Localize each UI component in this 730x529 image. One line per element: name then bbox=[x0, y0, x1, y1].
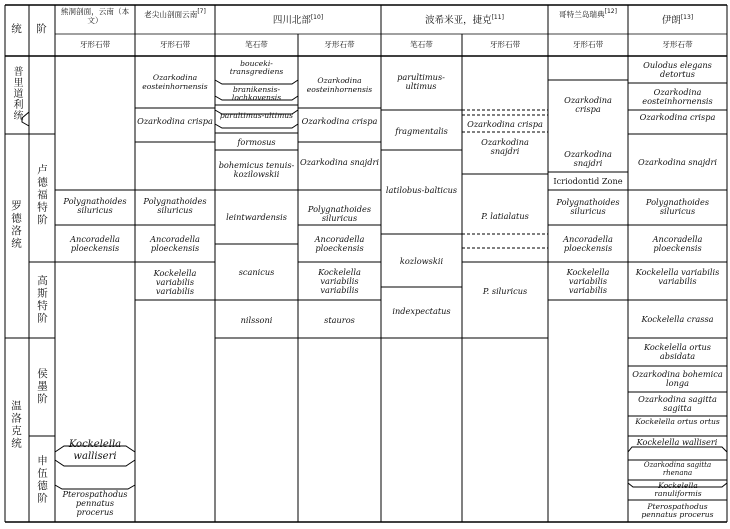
c8-oulodus: Oulodus elegans detortus bbox=[643, 60, 712, 79]
c3-nilssoni: nilssoni bbox=[240, 315, 273, 325]
c2-kockelella-variabilis: Kockelella variabilis variabilis bbox=[153, 268, 197, 296]
c8-ranuliformis: Kockelella ranuliformis bbox=[654, 481, 702, 499]
c3-bouceki: bouceki-transgrediens bbox=[229, 59, 284, 77]
c8-crispa: Ozarkodina crispa bbox=[639, 112, 716, 122]
c8-sagitta-rhenana: Ozarkodina sagitta rhenana bbox=[643, 461, 712, 477]
c7-kockelella-variabilis: Kockelella variabilis variabilis bbox=[566, 267, 610, 295]
c7-snajdri: Ozarkodina snajdri bbox=[564, 149, 612, 168]
series-pridoli: 普里道利统 bbox=[11, 65, 22, 121]
header-col4-title: 波希米亚，捷克 bbox=[425, 15, 492, 26]
c5-parultimus: parultimus-ultimus bbox=[397, 72, 445, 91]
header-col2-ref: [7] bbox=[197, 8, 206, 15]
c4-stauros: stauros bbox=[324, 315, 355, 325]
c7-icriodontid: Icriodontid Zone bbox=[553, 176, 623, 186]
series-wenlock: 温洛克统 bbox=[10, 400, 22, 450]
c4-crispa: Ozarkodina crispa bbox=[301, 116, 378, 126]
c3-branikensis: branikensis-lochkovensis bbox=[231, 85, 282, 103]
c8-sagitta-sagitta: Ozarkodina sagitta sagitta bbox=[638, 394, 717, 413]
c6-snajdri: Ozarkodina snajdri bbox=[481, 137, 529, 156]
c7-ancoradella: Ancoradella ploeckensis bbox=[563, 234, 613, 253]
c8-eosteinhornensis: Ozarkodina eosteinhornensis bbox=[642, 87, 713, 106]
header-col6-title: 伊朗 bbox=[661, 15, 681, 26]
header-col2-title: 老尖山剖面云南 bbox=[144, 10, 198, 19]
subheader-conodont-4: 牙形石带 bbox=[324, 40, 355, 49]
stage-ludfordian: 卢德福特阶 bbox=[36, 163, 48, 227]
c8-polygnathoides: Polygnathoides siluricus bbox=[645, 197, 710, 216]
c8-snajdri: Ozarkodina snajdri bbox=[638, 157, 717, 167]
c7-crispa: Ozarkodina crispa bbox=[564, 95, 612, 114]
c4-ancoradella: Ancoradella ploeckensis bbox=[314, 234, 365, 253]
c3-formosus: formosus bbox=[237, 137, 276, 147]
c6-crispa: Ozarkodina crispa bbox=[467, 119, 543, 129]
c4-snajdri: Ozarkodina snajdri bbox=[300, 157, 379, 167]
header-col3 bbox=[215, 12, 381, 26]
c2-ancoradella: Ancoradella ploeckensis bbox=[150, 234, 200, 253]
header-col2 bbox=[137, 8, 213, 20]
c2-crispa: Ozarkodina crispa bbox=[137, 116, 213, 126]
c1-walliseri: Kockelella walliseri bbox=[68, 439, 122, 462]
c5-indexpectatus: indexpectatus bbox=[392, 306, 451, 316]
c3-scanicus: scanicus bbox=[238, 267, 275, 277]
subheader-conodont-7: 牙形石带 bbox=[572, 40, 604, 49]
stage-gorstian: 高斯特阶 bbox=[36, 275, 48, 325]
c7-polygnathoides: Polygnathoides siluricus bbox=[556, 197, 620, 216]
c2-eosteinhornensis: Ozarkodina eosteinhornensis bbox=[142, 73, 208, 91]
subheader-conodont-6: 牙形石带 bbox=[489, 40, 521, 49]
header-col3-ref: [10] bbox=[310, 14, 324, 21]
header-col4 bbox=[381, 12, 548, 26]
c5-latilobus: latilobus-balticus bbox=[385, 185, 458, 195]
c4-polygnathoides: Polygnathoides siluricus bbox=[307, 204, 372, 223]
header-col5 bbox=[556, 8, 620, 20]
c5-kozlowskii: kozlowskii bbox=[399, 256, 444, 266]
c3-parultimus: parultimus-ultimus bbox=[219, 111, 294, 120]
c3-leintwardensis: leintwardensis bbox=[226, 212, 287, 222]
c6-siluricus: P. siluricus bbox=[482, 286, 528, 296]
c4-kockelella-variabilis: Kockelella variabilis variabilis bbox=[318, 267, 361, 295]
subheader-graptolite-5: 笔石带 bbox=[410, 40, 433, 49]
header-col5-title: 哥特兰岛瑞典 bbox=[559, 10, 605, 19]
header-stage: 阶 bbox=[35, 22, 47, 36]
c8-kockelella-variabilis: Kockelella variabilis variabilis bbox=[635, 267, 720, 286]
header-col1: 熊洞剖面，云南（本文） bbox=[60, 7, 130, 25]
c8-walliseri: Kockelella walliseri bbox=[636, 437, 718, 447]
c2-polygnathoides: Polygnathoides siluricus bbox=[143, 196, 207, 215]
subheader-conodont-2: 牙形石带 bbox=[159, 40, 191, 49]
c8-kockelella-crassa: Kockelella crassa bbox=[641, 314, 714, 324]
c8-bohemica-longa: Ozarkodina bohemica longa bbox=[632, 369, 723, 388]
c5-fragmentalis: fragmentalis bbox=[395, 126, 448, 136]
c3-bohemicus: bohemicus tenuis-kozilowskii bbox=[218, 160, 295, 179]
c8-ortus-ortus: Kockelella ortus ortus bbox=[635, 417, 720, 426]
stage-homerian: 侯墨阶 bbox=[36, 368, 48, 406]
c8-ancoradella: Ancoradella ploeckensis bbox=[652, 234, 703, 253]
header-system: 统 bbox=[10, 22, 22, 36]
subheader-graptolite-3: 笔石带 bbox=[245, 40, 268, 49]
c4-eosteinhornensis: Ozarkodina eosteinhornensis bbox=[306, 76, 373, 94]
c1-polygnathoides: Polygnathoides siluricus bbox=[63, 196, 127, 215]
stage-sheinwoodian: 申伍德阶 bbox=[36, 455, 48, 505]
series-ludlow: 罗德洛统 bbox=[10, 200, 22, 250]
subheader-conodont-1: 牙形石带 bbox=[79, 40, 111, 49]
header-col4-ref: [11] bbox=[491, 14, 504, 21]
header-col6-ref: [13] bbox=[680, 14, 694, 21]
c1-pterospathodus: Pterospathodus pennatus procerus bbox=[62, 489, 128, 517]
c8-pterospathodus: Pterospathodus pennatus procerus bbox=[641, 502, 714, 520]
subheader-conodont-8: 牙形石带 bbox=[662, 40, 693, 49]
c1-ancoradella: Ancoradella ploeckensis bbox=[70, 234, 120, 253]
c6-latialatus: P. latialatus bbox=[481, 211, 529, 221]
c8-ortus-absidata: Kockelella ortus absidata bbox=[643, 342, 711, 361]
header-col6 bbox=[628, 12, 727, 26]
header-col3-title: 四川北部 bbox=[272, 15, 311, 26]
header-col5-ref: [12] bbox=[604, 8, 617, 15]
